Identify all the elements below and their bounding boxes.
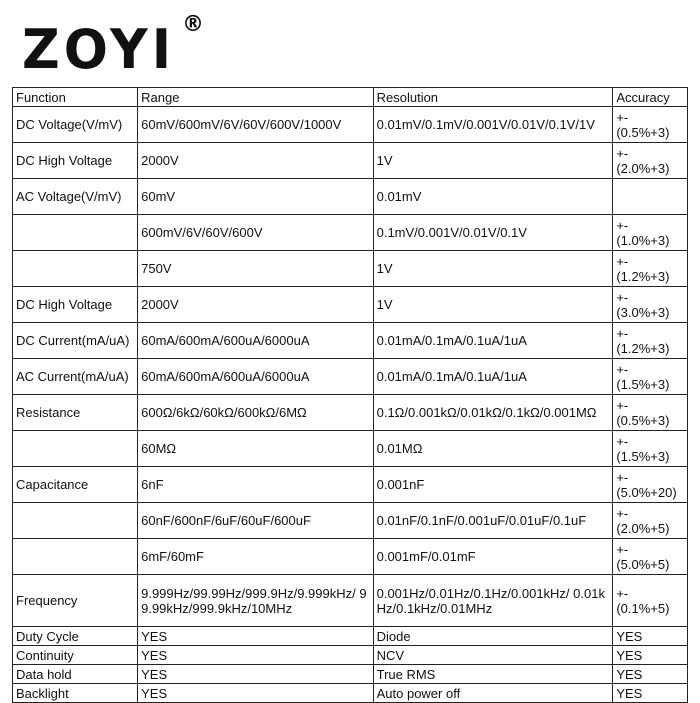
accuracy-sign: +- <box>616 541 629 557</box>
cell-function <box>13 503 138 539</box>
cell-range: 60MΩ <box>138 431 374 467</box>
cell-function: DC Current(mA/uA) <box>13 323 138 359</box>
accuracy-value: (1.0%+3) <box>616 232 670 248</box>
accuracy-value: (0.1%+5) <box>616 600 670 616</box>
accuracy-sign: +- <box>616 585 629 601</box>
feature-value: YES <box>613 627 688 646</box>
cell-function: AC Current(mA/uA) <box>13 359 138 395</box>
accuracy-sign: +- <box>616 469 629 485</box>
cell-accuracy <box>613 215 688 251</box>
cell-resolution: 0.01mA/0.1mA/0.1uA/1uA <box>373 359 613 395</box>
feature-row <box>13 627 688 646</box>
accuracy-value: (1.2%+3) <box>616 268 670 284</box>
table-row <box>13 539 688 575</box>
cell-range: 60mV/600mV/6V/60V/600V/1000V <box>138 107 374 143</box>
cell-resolution: 0.001Hz/0.01Hz/0.1Hz/0.001kHz/ 0.01kHz/0.1kHz/0.01MHz <box>373 575 613 627</box>
cell-accuracy <box>613 143 688 179</box>
cell-accuracy <box>613 107 688 143</box>
feature-name: NCV <box>373 646 613 665</box>
feature-name: Diode <box>373 627 613 646</box>
accuracy-sign: +- <box>616 325 629 341</box>
cell-range: 750V <box>138 251 374 287</box>
cell-function: DC High Voltage <box>13 143 138 179</box>
accuracy-value: (3.0%+3) <box>616 304 670 320</box>
cell-accuracy <box>613 503 688 539</box>
feature-name: Continuity <box>13 646 138 665</box>
cell-function <box>13 215 138 251</box>
feature-value: YES <box>138 684 374 703</box>
header-row <box>13 88 688 107</box>
table-row <box>13 575 688 627</box>
header-range: Range <box>138 88 374 107</box>
cell-resolution: 0.01mV/0.1mV/0.001V/0.01V/0.1V/1V <box>373 107 613 143</box>
accuracy-value: (2.0%+3) <box>616 160 670 176</box>
registered-mark: ® <box>182 12 204 37</box>
cell-range: 600mV/6V/60V/600V <box>138 215 374 251</box>
cell-resolution: 1V <box>373 251 613 287</box>
cell-range: 6mF/60mF <box>138 539 374 575</box>
cell-range: 9.999Hz/99.99Hz/999.9Hz/9.999kHz/ 99.99kHz/999.9kHz/10MHz <box>138 575 374 627</box>
feature-value: YES <box>138 646 374 665</box>
cell-range: 60mV <box>138 179 374 215</box>
table-row <box>13 503 688 539</box>
cell-range: 60nF/600nF/6uF/60uF/600uF <box>138 503 374 539</box>
cell-function: Resistance <box>13 395 138 431</box>
table-row <box>13 107 688 143</box>
cell-function <box>13 539 138 575</box>
accuracy-value: (5.0%+20) <box>616 484 677 500</box>
feature-value: YES <box>613 684 688 703</box>
accuracy-value: (0.5%+3) <box>616 412 670 428</box>
feature-value: YES <box>138 665 374 684</box>
accuracy-sign: +- <box>616 217 629 233</box>
accuracy-value: (5.0%+5) <box>616 556 670 572</box>
cell-accuracy <box>613 431 688 467</box>
feature-name: True RMS <box>373 665 613 684</box>
cell-resolution: 0.001nF <box>373 467 613 503</box>
table-row <box>13 359 688 395</box>
cell-accuracy <box>613 251 688 287</box>
cell-function <box>13 251 138 287</box>
accuracy-value: (1.2%+3) <box>616 340 670 356</box>
accuracy-sign: +- <box>616 145 629 161</box>
cell-accuracy <box>613 467 688 503</box>
table-row <box>13 467 688 503</box>
table-row <box>13 287 688 323</box>
cell-function: DC Voltage(V/mV) <box>13 107 138 143</box>
accuracy-value: (0.5%+3) <box>616 124 670 140</box>
brand-logo <box>22 12 204 82</box>
cell-accuracy <box>613 287 688 323</box>
spec-table <box>12 87 688 703</box>
cell-function: AC Voltage(V/mV) <box>13 179 138 215</box>
accuracy-sign: +- <box>616 433 629 449</box>
feature-name: Backlight <box>13 684 138 703</box>
brand-name: ZOYI <box>22 18 176 82</box>
cell-range: 2000V <box>138 287 374 323</box>
cell-accuracy <box>613 539 688 575</box>
table-row <box>13 179 688 215</box>
cell-resolution: 0.01nF/0.1nF/0.001uF/0.01uF/0.1uF <box>373 503 613 539</box>
accuracy-sign: +- <box>616 109 629 125</box>
cell-range: 600Ω/6kΩ/60kΩ/600kΩ/6MΩ <box>138 395 374 431</box>
accuracy-sign: +- <box>616 289 629 305</box>
accuracy-sign: +- <box>616 505 629 521</box>
table-row <box>13 395 688 431</box>
cell-accuracy <box>613 395 688 431</box>
cell-resolution: 0.01MΩ <box>373 431 613 467</box>
table-row <box>13 215 688 251</box>
cell-resolution: 0.1Ω/0.001kΩ/0.01kΩ/0.1kΩ/0.001MΩ <box>373 395 613 431</box>
accuracy-value: (1.5%+3) <box>616 448 670 464</box>
cell-accuracy <box>613 323 688 359</box>
header-function: Function <box>13 88 138 107</box>
feature-row <box>13 665 688 684</box>
accuracy-sign: +- <box>616 253 629 269</box>
accuracy-value: (1.5%+3) <box>616 376 670 392</box>
cell-range: 2000V <box>138 143 374 179</box>
cell-function: DC High Voltage <box>13 287 138 323</box>
header-accuracy: Accuracy <box>613 88 688 107</box>
table-row <box>13 431 688 467</box>
cell-accuracy <box>613 359 688 395</box>
cell-resolution: 0.001mF/0.01mF <box>373 539 613 575</box>
feature-row <box>13 646 688 665</box>
accuracy-value: (2.0%+5) <box>616 520 670 536</box>
header-resolution: Resolution <box>373 88 613 107</box>
cell-range: 60mA/600mA/600uA/6000uA <box>138 359 374 395</box>
feature-name: Auto power off <box>373 684 613 703</box>
feature-value: YES <box>138 627 374 646</box>
cell-accuracy <box>613 575 688 627</box>
accuracy-sign: +- <box>616 361 629 377</box>
cell-function: Capacitance <box>13 467 138 503</box>
cell-function: Frequency <box>13 575 138 627</box>
table-row <box>13 251 688 287</box>
cell-accuracy <box>613 179 688 215</box>
table-row <box>13 323 688 359</box>
cell-resolution: 0.01mA/0.1mA/0.1uA/1uA <box>373 323 613 359</box>
accuracy-sign: +- <box>616 397 629 413</box>
table-row <box>13 143 688 179</box>
cell-resolution: 0.1mV/0.001V/0.01V/0.1V <box>373 215 613 251</box>
cell-resolution: 1V <box>373 143 613 179</box>
cell-range: 6nF <box>138 467 374 503</box>
feature-value: YES <box>613 665 688 684</box>
cell-resolution: 0.01mV <box>373 179 613 215</box>
cell-function <box>13 431 138 467</box>
cell-range: 60mA/600mA/600uA/6000uA <box>138 323 374 359</box>
feature-name: Duty Cycle <box>13 627 138 646</box>
cell-resolution: 1V <box>373 287 613 323</box>
feature-value: YES <box>613 646 688 665</box>
feature-name: Data hold <box>13 665 138 684</box>
